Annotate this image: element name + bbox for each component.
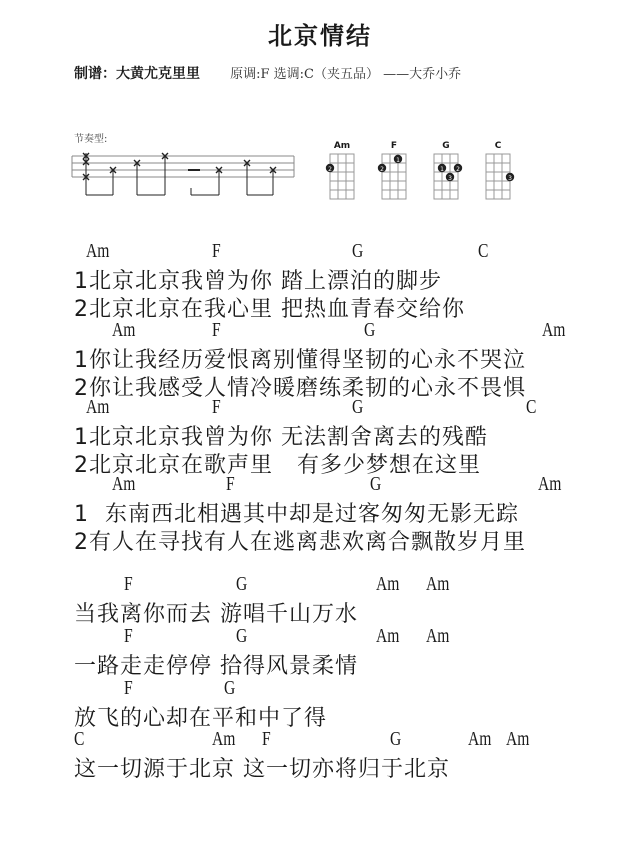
chord-symbol: F [212, 396, 221, 418]
lyric-line: 1北京北京我曾为你 无法割舍离去的残酷 [74, 425, 488, 450]
chord-symbol: G [352, 396, 364, 418]
lyric-line: 1 东南西北相遇其中却是过客匆匆无影无踪 [74, 502, 519, 527]
lyric-line: 当我离你而去 游唱千山万水 [74, 602, 358, 627]
chord-symbol: Am [538, 473, 562, 495]
arranger-credit: 制谱：大黄尤克里里 [74, 66, 200, 82]
chord-diagram-f [374, 140, 414, 208]
song-meta [74, 63, 461, 83]
key-info: 原调:F 选调:C（夹五品） ——大乔小乔 [230, 67, 462, 82]
chord-symbol: Am [86, 396, 110, 418]
chord-name: Am [333, 141, 351, 151]
svg-text:1: 1 [440, 166, 444, 173]
chord-symbol: C [526, 396, 537, 418]
chord-symbol: F [262, 728, 271, 750]
chord-diagram-g [426, 140, 466, 208]
chord-symbol: Am [468, 728, 492, 750]
chord-symbol: Am [112, 319, 136, 341]
chord-symbol: F [124, 677, 133, 699]
chord-row [74, 677, 594, 701]
chord-name: C [494, 141, 502, 151]
chord-row [74, 473, 594, 497]
chord-symbol: G [352, 240, 364, 262]
chord-symbol: C [74, 728, 85, 750]
svg-text:2: 2 [380, 166, 384, 173]
chord-symbol: G [236, 573, 248, 595]
chord-grid-icon [374, 152, 414, 204]
chord-symbol: G [224, 677, 236, 699]
chord-symbol: Am [212, 728, 236, 750]
chord-row [74, 573, 594, 597]
chord-symbol: G [364, 319, 376, 341]
chord-symbol: F [124, 573, 133, 595]
lyric-line: 2北京北京在歌声里 有多少梦想在这里 [74, 453, 481, 478]
chord-symbol: G [236, 625, 248, 647]
chord-grid-icon [426, 152, 466, 204]
chord-row [74, 240, 594, 264]
lyric-line: 这一切源于北京 这一切亦将归于北京 [74, 757, 450, 782]
chord-diagram-am [322, 140, 362, 208]
svg-text:3: 3 [508, 175, 512, 182]
svg-text:3: 3 [448, 175, 452, 182]
lyric-line: 1北京北京我曾为你 踏上漂泊的脚步 [74, 269, 442, 294]
chord-grid-icon [322, 152, 362, 204]
chord-grid-icon [478, 152, 518, 204]
chord-symbol: F [124, 625, 133, 647]
lyric-line: 2有人在寻找有人在逃离悲欢离合飘散岁月里 [74, 530, 526, 555]
chord-name: F [390, 141, 398, 151]
lyric-line: 1你让我经历爱恨离别懂得坚韧的心永不哭泣 [74, 348, 526, 373]
chord-symbol: F [212, 319, 221, 341]
lyric-line: 一路走走停停 拾得风景柔情 [74, 654, 358, 679]
chord-symbol: Am [426, 625, 450, 647]
chord-symbol: C [478, 240, 489, 262]
lyric-line: 2北京北京在我心里 把热血青春交给你 [74, 297, 465, 322]
chord-diagram-c [478, 140, 518, 208]
chord-name: G [442, 141, 450, 151]
chord-symbol: Am [112, 473, 136, 495]
rhythm-pattern-diagram [70, 150, 300, 206]
chord-symbol: G [390, 728, 402, 750]
strum-pattern-icon [70, 150, 300, 202]
svg-text:1: 1 [396, 157, 400, 164]
chord-symbol: Am [376, 573, 400, 595]
chord-symbol: Am [86, 240, 110, 262]
chord-symbol: F [226, 473, 235, 495]
chord-symbol: Am [426, 573, 450, 595]
chord-symbol: Am [542, 319, 566, 341]
svg-text:2: 2 [328, 166, 332, 173]
song-title: 北京情结 [268, 22, 372, 50]
rhythm-label: 节奏型: [74, 134, 108, 145]
chord-symbol: Am [506, 728, 530, 750]
lyric-line: 放飞的心却在平和中了得 [74, 706, 328, 731]
chord-row [74, 319, 594, 343]
chord-symbol: G [370, 473, 382, 495]
svg-text:2: 2 [456, 166, 460, 173]
chord-symbol: Am [376, 625, 400, 647]
lyric-line: 2你让我感受人情冷暖磨练柔韧的心永不畏惧 [74, 376, 526, 401]
chord-row [74, 625, 594, 649]
chord-row [74, 728, 594, 752]
chord-row [74, 396, 594, 420]
chord-symbol: F [212, 240, 221, 262]
